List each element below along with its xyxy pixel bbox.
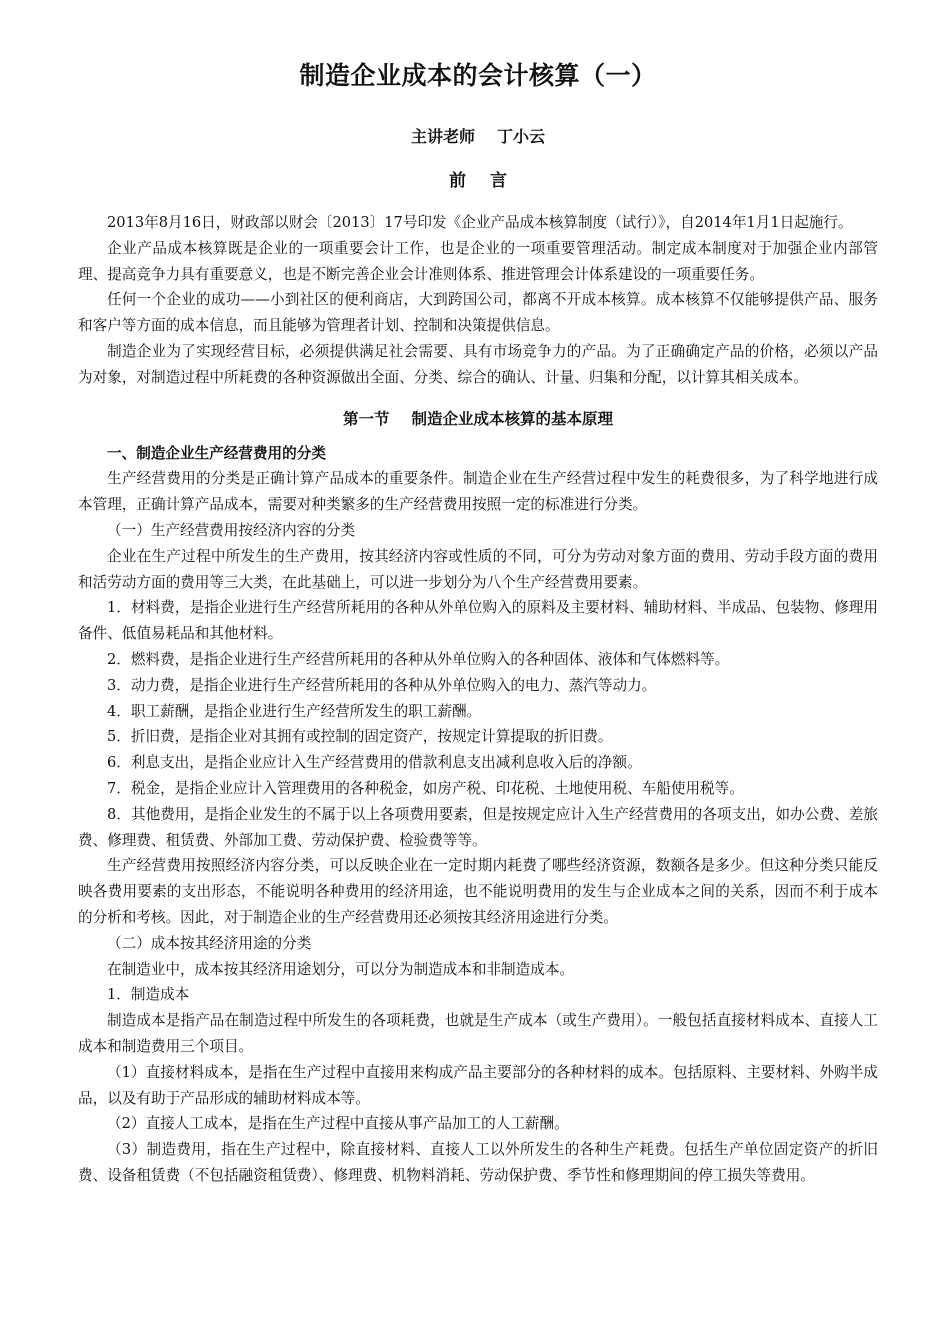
body-paragraph: （二）成本按其经济用途的分类 xyxy=(107,934,312,952)
body-paragraph: 7．税金，是指企业应计入管理费用的各种税金，如房产税、印花税、土地使用税、车船使用税等。 xyxy=(107,779,744,797)
body-paragraph: 生产经营费用按照经济内容分类，可以反映企业在一定时期内耗费了哪些经济资源，数额各是多少。但这种分类只能反映各费用要素的支出形态，不能说明各种费用的经济用途，也不能说明费用的发生与企业成本之间的关系，因而不利于成本的分析和考核。因此，对于制造企业的生产经营费用还必须按其经济用途进行分类。 xyxy=(78,857,878,926)
lecturer-line xyxy=(78,126,878,148)
document-body xyxy=(78,210,878,1189)
section-number: 第一节 xyxy=(342,409,390,428)
preface-paragraph: 2013年8月16日，财政部以财会〔2013〕17号印发《企业产品成本核算制度（试行）》，自2014年1月1日起施行。 xyxy=(107,214,853,231)
preface-paragraph: 任何一个企业的成功——小到社区的便利商店，大到跨国公司，都离不开成本核算。成本核算不仅能够提供产品、服务和客户等方面的成本信息，而且能够为管理者计划、控制和决策提供信息。 xyxy=(78,291,878,335)
body-paragraph: 2．燃料费，是指企业进行生产经营所耗用的各种从外单位购入的各种固体、液体和气体燃料等。 xyxy=(107,650,730,668)
body-paragraph: 3．动力费，是指企业进行生产经营所耗用的各种从外单位购入的电力、蒸汽等动力。 xyxy=(107,676,657,694)
body-paragraph: 企业在生产过程中所发生的生产费用，按其经济内容或性质的不同，可分为劳动对象方面的费用、劳动手段方面的费用和活劳动方面的费用等三大类，在此基础上，可以进一步划分为八个生产经营费用要素。 xyxy=(78,547,878,591)
body-paragraph: 1．制造成本 xyxy=(107,986,190,1004)
subsection-heading: 一、制造企业生产经营费用的分类 xyxy=(107,444,326,462)
body-paragraph: 6．利息支出，是指企业应计入生产经营费用的借款利息支出减利息收入后的净额。 xyxy=(107,754,642,772)
preface-paragraph: 企业产品成本核算既是企业的一项重要会计工作，也是企业的一项重要管理活动。制定成本制度对于加强企业内部管理、提高竞争力具有重要意义，也是不断完善企业会计准则体系、推进管理会计体系建设的一项重要任务。 xyxy=(78,239,878,283)
preface-paragraph: 制造企业为了实现经营目标，必须提供满足社会需要、具有市场竞争力的产品。为了正确确定产品的价格，必须以产品为对象，对制造过程中所耗费的各种资源做出全面、分类、综合的确认、计量、归集和分配，以计算其相关成本。 xyxy=(78,342,878,386)
lecturer-label: 主讲老师 xyxy=(410,127,475,146)
body-paragraph: 在制造业中，成本按其经济用途划分，可以分为制造成本和非制造成本。 xyxy=(107,960,575,978)
preface-heading: 前言 xyxy=(449,171,531,191)
lecturer-name: 丁小云 xyxy=(497,127,546,146)
body-paragraph: 制造成本是指产品在制造过程中所发生的各项耗费，也就是生产成本（或生产费用）。一般包括直接材料成本、直接人工成本和制造费用三个项目。 xyxy=(78,1012,878,1055)
body-paragraph: 1．材料费，是指企业进行生产经营所耗用的各种从外单位购入的原料及主要材料、辅助材料、半成品、包装物、修理用备件、低值易耗品和其他材料。 xyxy=(78,599,878,643)
document-title: 制造企业成本的会计核算（一） xyxy=(299,61,657,90)
body-paragraph: 4．职工薪酬，是指企业进行生产经营所发生的职工薪酬。 xyxy=(107,702,482,720)
section-title: 制造企业成本核算的基本原理 xyxy=(411,409,614,428)
section-heading xyxy=(78,407,878,431)
body-paragraph: 生产经营费用的分类是正确计算产品成本的重要条件。制造企业在生产经营过程中发生的耗费很多，为了科学地进行成本管理，正确计算产品成本，需要对种类繁多的生产经营费用按照一定的标准进行分类。 xyxy=(78,470,878,514)
body-paragraph: （2）直接人工成本，是指在生产过程中直接从事产品加工的人工薪酬。 xyxy=(107,1115,569,1133)
body-paragraph: 8．其他费用，是指企业发生的不属于以上各项费用要素，但是按规定应计入生产经营费用的各项支出，如办公费、差旅费、修理费、租赁费、外部加工费、劳动保护费、检验费等等。 xyxy=(78,805,878,849)
body-paragraph: （一）生产经营费用按经济内容的分类 xyxy=(107,521,356,539)
body-paragraph: 5．折旧费，是指企业对其拥有或控制的固定资产，按规定计算提取的折旧费。 xyxy=(107,728,613,746)
body-paragraph: （1）直接材料成本，是指在生产过程中直接用来构成产品主要部分的各种材料的成本。包括原料、主要材料、外购半成品，以及有助于产品形成的辅助材料成本等。 xyxy=(78,1063,878,1107)
body-paragraph: （3）制造费用，指在生产过程中，除直接材料、直接人工以外所发生的各种生产耗费。包括生产单位固定资产的折旧费、设备租赁费（不包括融资租赁费）、修理费、机物料消耗、劳动保护费、季节性和修理期间的停工损失等费用。 xyxy=(78,1141,878,1184)
